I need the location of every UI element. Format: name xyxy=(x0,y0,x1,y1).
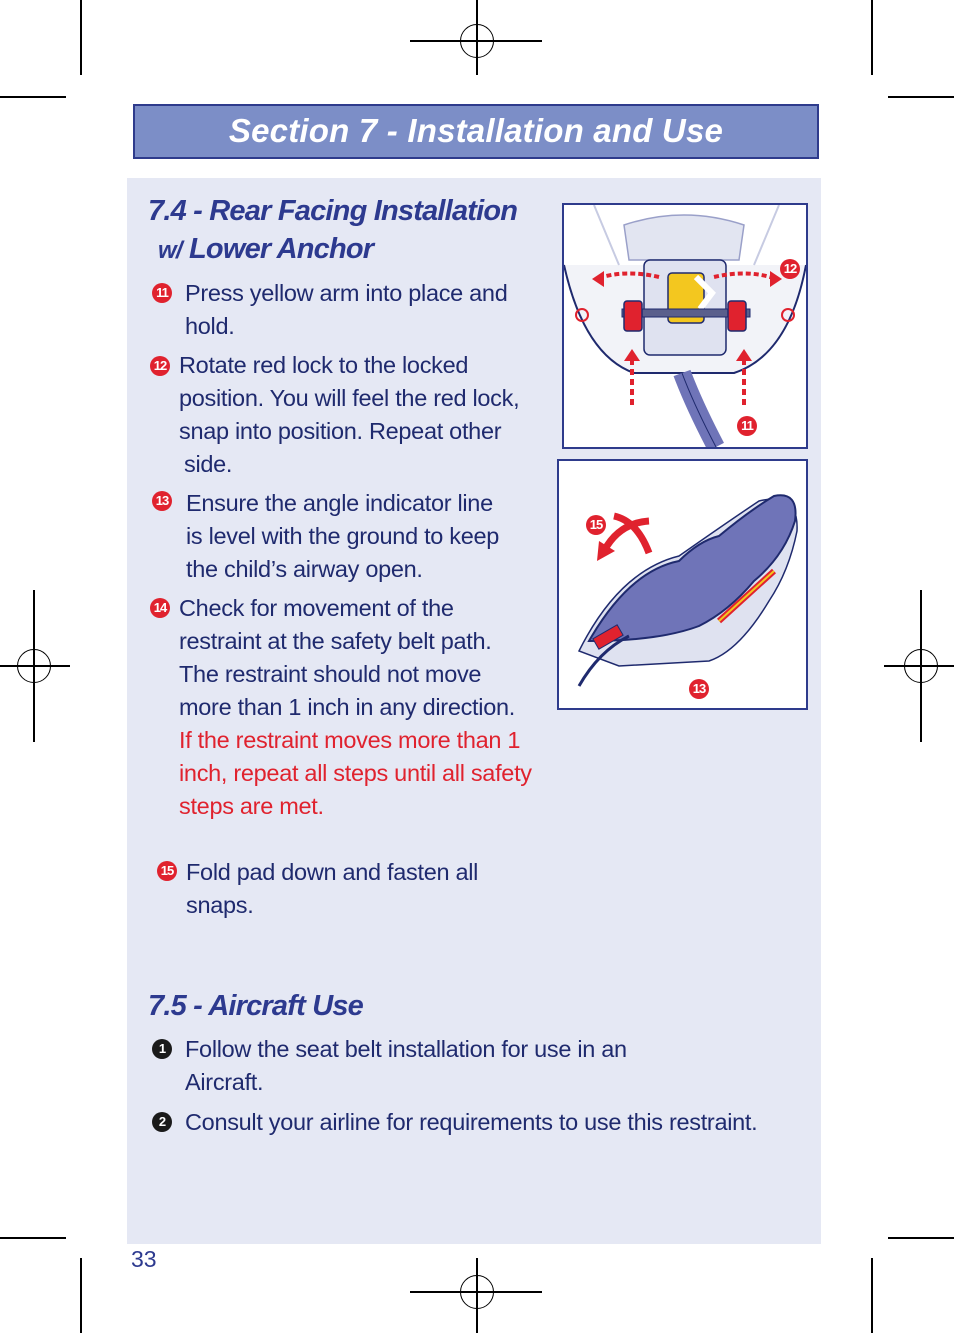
aircraft-step-1-text xyxy=(185,1033,627,1099)
step-number-badge: 13 xyxy=(152,491,172,511)
step-line: Aircraft. xyxy=(185,1069,264,1095)
figure-label: 11 xyxy=(737,416,757,436)
crop-mark xyxy=(888,96,954,98)
step-line: is level with the ground to keep xyxy=(186,523,500,549)
heading-line-1: 7.4 - Rear Facing Installation xyxy=(148,195,518,227)
warning-line: If the restraint moves more than 1 xyxy=(179,727,521,753)
step-line: Follow the seat belt installation for use in an xyxy=(185,1036,627,1062)
step-line: Consult your airline for requirements to use this restraint. xyxy=(185,1109,758,1135)
step-line: Rotate red lock to the locked xyxy=(179,352,469,378)
aircraft-step-2-text xyxy=(185,1106,757,1139)
step-line: hold. xyxy=(185,313,235,339)
step-line: Fold pad down and fasten all xyxy=(186,859,479,885)
figure-label: 12 xyxy=(780,259,800,279)
heading-rear-facing xyxy=(148,195,517,228)
warning-line: steps are met. xyxy=(179,793,324,819)
step-line: position. You will feel the red lock, xyxy=(179,385,520,411)
step-line: Check for movement of the xyxy=(179,595,454,621)
step-11-text xyxy=(185,277,507,343)
lower-anchor-illustration xyxy=(562,203,808,449)
step-number-badge: 2 xyxy=(152,1112,172,1132)
step-line: Ensure the angle indicator line xyxy=(186,490,493,516)
step-number-badge: 1 xyxy=(152,1039,172,1059)
step-number-badge: 12 xyxy=(150,356,170,376)
heading-lower-anchor xyxy=(158,233,373,266)
step-13-text xyxy=(186,487,499,586)
step-number-badge: 11 xyxy=(152,283,172,303)
step-number-badge: 14 xyxy=(150,598,170,618)
crop-mark xyxy=(0,1237,66,1239)
crop-mark xyxy=(888,1237,954,1239)
heading-aircraft-use: 7.5 - Aircraft Use xyxy=(148,990,364,1022)
section-title: Section 7 - Installation and Use xyxy=(228,112,724,149)
section-header xyxy=(133,104,819,159)
step-14-text xyxy=(179,592,532,823)
crop-mark xyxy=(871,0,873,75)
step-line: The restraint should not move xyxy=(179,661,482,687)
step-line: side. xyxy=(184,451,233,477)
crop-mark xyxy=(80,0,82,75)
step-line: restraint at the safety belt path. xyxy=(179,628,492,654)
seat-angle-illustration xyxy=(557,459,808,710)
step-line: Press yellow arm into place and xyxy=(185,280,508,306)
seat-side-drawing xyxy=(559,461,806,708)
figure-label: 13 xyxy=(689,679,709,699)
crop-mark xyxy=(871,1258,873,1333)
step-line: the child’s airway open. xyxy=(186,556,423,582)
heading-line-2: Lower Anchor xyxy=(189,233,374,265)
step-number-badge: 15 xyxy=(157,861,177,881)
step-line: snap into position. Repeat other xyxy=(179,418,502,444)
heading-prefix: w/ xyxy=(158,237,182,264)
warning-line: inch, repeat all steps until all safety xyxy=(179,760,532,786)
figure-label: 15 xyxy=(586,515,606,535)
lower-anchor-drawing xyxy=(564,205,806,447)
step-line: snaps. xyxy=(186,892,254,918)
step-12-text xyxy=(179,349,519,481)
step-15-text xyxy=(186,856,478,922)
page-number: 33 xyxy=(131,1246,157,1272)
crop-mark xyxy=(0,96,66,98)
crop-mark xyxy=(80,1258,82,1333)
step-line: more than 1 inch in any direction. xyxy=(179,694,515,720)
